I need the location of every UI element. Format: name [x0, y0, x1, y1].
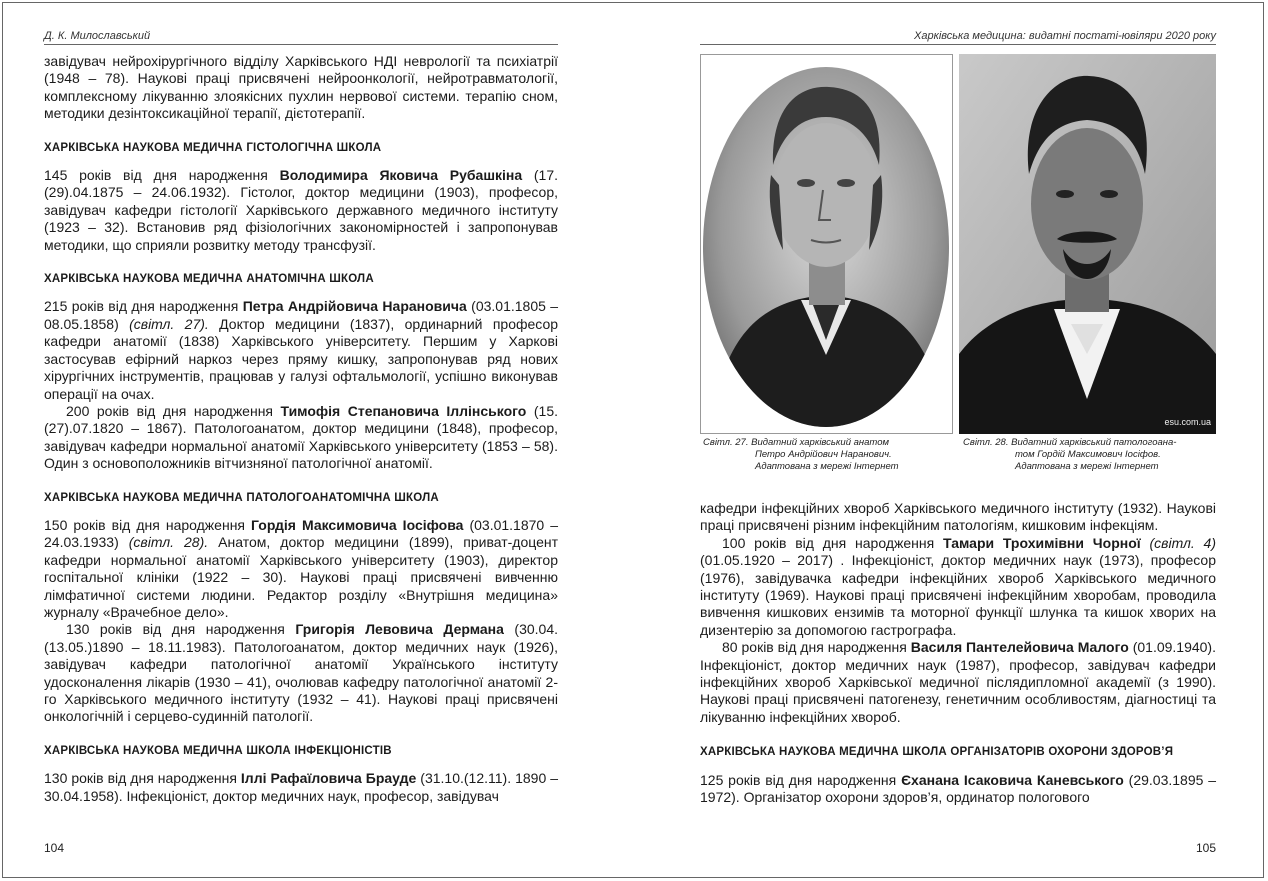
entry-malyi: 80 років від дня народження Василя Пантелейовича Малого (01.09.1940). Інфекціоніст, доктор медичних наук (1987), професор, завідувач кафедри інфекційних хвороб Харківської медичної післядипломної академії (з 1990). Наукові праці присвячені патогенезу, генетичним особливостям, діагностиці та лікуванню інфекційних хвороб. [700, 639, 1216, 725]
watermark-text: esu.com.ua [1164, 417, 1211, 427]
section-title-histology: ХАРКІВСЬКА НАУКОВА МЕДИЧНА ГІСТОЛОГІЧНА ШКОЛА [44, 141, 382, 154]
caption-photo-27: Світл. 27. Видатний харківський анатом Петро Андрійович Наранович. Адаптована з мережі Інтернет [703, 437, 899, 473]
right-text-column [700, 500, 1216, 807]
section-title-pathology: ХАРКІВСЬКА НАУКОВА МЕДИЧНА ПАТОЛОГОАНАТОМІЧНА ШКОЛА [44, 491, 439, 504]
running-header-title: Харківська медицина: видатні постаті-ювіляри 2020 року [914, 30, 1216, 42]
entry-braude: 130 років від дня народження Іллі Рафаїловича Брауде (31.10.(12.11). 1890 – 30.04.1958). Інфекціоніст, доктор медичних наук, професор, завідувач [44, 770, 559, 804]
entry-illinsky: 200 років від дня народження Тимофія Степановича Іллінського (15.(27).07.1820 – 1867). Патологоанатом, доктор медицини (1848), професор, завідувач кафедри нормальної анатомії Харківського університету (1853 – 58). Один з основоположників вітчизняної патологічної анатомії. [44, 402, 559, 472]
entry-naranovych: 215 років від дня народження Петра Андрійовича Нарановича (03.01.1805 – 08.05.1858) (світл. 27). Доктор медицини (1837), ординарний професор кафедри анатомії (1838) Харківського університету. Першим у Харкові застосував ефірний наркоз через пряму кишку, запропонував ряд нових хірургічних інструментів, працював у галузі офтальмології, успішно виконував операції на очах. [44, 298, 559, 402]
header-rule [700, 44, 1216, 45]
intro-paragraph: завідувач нейрохірургічного відділу Харківського НДІ неврології та психіатрії (1948 – 78). Наукові праці присвячені нейроонкології, нейротравматології, комплексному лікуванню злоякісних пухлин нервової системи. терапію сном, методики дезінтоксикаційної терапії, дієтотерапії. [44, 53, 558, 122]
portrait-naranovych-image [701, 55, 952, 433]
right-page [634, 0, 1268, 881]
left-text-column [44, 53, 558, 805]
portrait-iosifov-image [959, 54, 1216, 434]
entry-rubashkin: 145 років від дня народження Володимира Яковича Рубашкіна (17.(29).04.1875 – 24.06.1932). Гістолог, доктор медицини (1903), професор, завідувач кафедри гістології Харківського державного медичного інституту (1923 – 32). Встановив ряд фізіологічних закономірностей і запропонував методики, що сприяли розвитку методу трансфузії. [44, 167, 558, 253]
entry-kanevsky: 125 років від дня народження Єханана Ісаковича Каневського (29.03.1895 – 1972). Організатор охорони здоров’я, ординатор пологового [700, 771, 1217, 806]
entry-braude-continued: кафедри інфекційних хвороб Харківського медичного інституту (1932). Наукові праці присвячені різним інфекційним патологіям, кишковим інфекціям. [700, 500, 1216, 534]
section-title-anatomy: ХАРКІВСЬКА НАУКОВА МЕДИЧНА АНАТОМІЧНА ШКОЛА [44, 273, 374, 286]
entry-derman: 130 років від дня народження Григорія Левовича Дермана (30.04.(13.05.)1890 – 18.11.1983). Патологоанатом, доктор медичних наук (1926), завідувач кафедри патологічної анатомії Українського інституту удосконалення лікарів (1930 – 41), очолював кафедру патологічної анатомії 2-го Харківського медичного інституту (1932 – 41). Наукові праці присвячені онкологічній і серцево-судинній патології. [44, 621, 558, 725]
page-number-right: 105 [1195, 841, 1216, 855]
section-title-health-organizers: ХАРКІВСЬКА НАУКОВА МЕДИЧНА ШКОЛА ОРГАНІЗАТОРІВ ОХОРОНИ ЗДОРОВ’Я [700, 746, 1174, 759]
portrait-iosifov-photo [959, 54, 1216, 434]
portrait-naranovych-photo [700, 54, 953, 434]
entry-iosifov: 150 років від дня народження Гордія Максимовича Іосіфова (03.01.1870 – 24.03.1933) (світл. 28). Анатом, доктор медицини (1899), приват-доцент кафедри нормальної анатомії Харківського університету (1903), директор госпітальної клініки (1922 – 30). Наукові праці присвячені вивченню лімфатичної системи людини. Редактор розділу «Внутрішня медицина» журналу «Врачебное дело». [44, 516, 559, 620]
caption-photo-28: Світл. 28. Видатний харківський патологоана- том Гордій Максимович Іосіфов. Адаптована з мережі Інтернет [963, 437, 1177, 473]
running-header-author: Д. К. Милославський [44, 30, 151, 42]
section-title-infectious: ХАРКІВСЬКА НАУКОВА МЕДИЧНА ШКОЛА ІНФЕКЦІОНІСТІВ [44, 744, 392, 757]
page-number-left: 104 [44, 841, 65, 855]
header-rule [44, 44, 558, 45]
entry-chorna: 100 років від дня народження Тамари Трохимівни Чорної (світл. 4) (01.05.1920 – 2017) . Інфекціоніст, доктор медичних наук (1973), професор (1976), завідувачка кафедри інфекційних хвороб Харківського медичного інституту (1969). Наукові праці присвячені інфекційним хворобам, проводила вивчення кишкових ензимів та моторної функції шлунка та кишок хворих на дизентерію за допомогою гастрографа. [700, 534, 1216, 638]
